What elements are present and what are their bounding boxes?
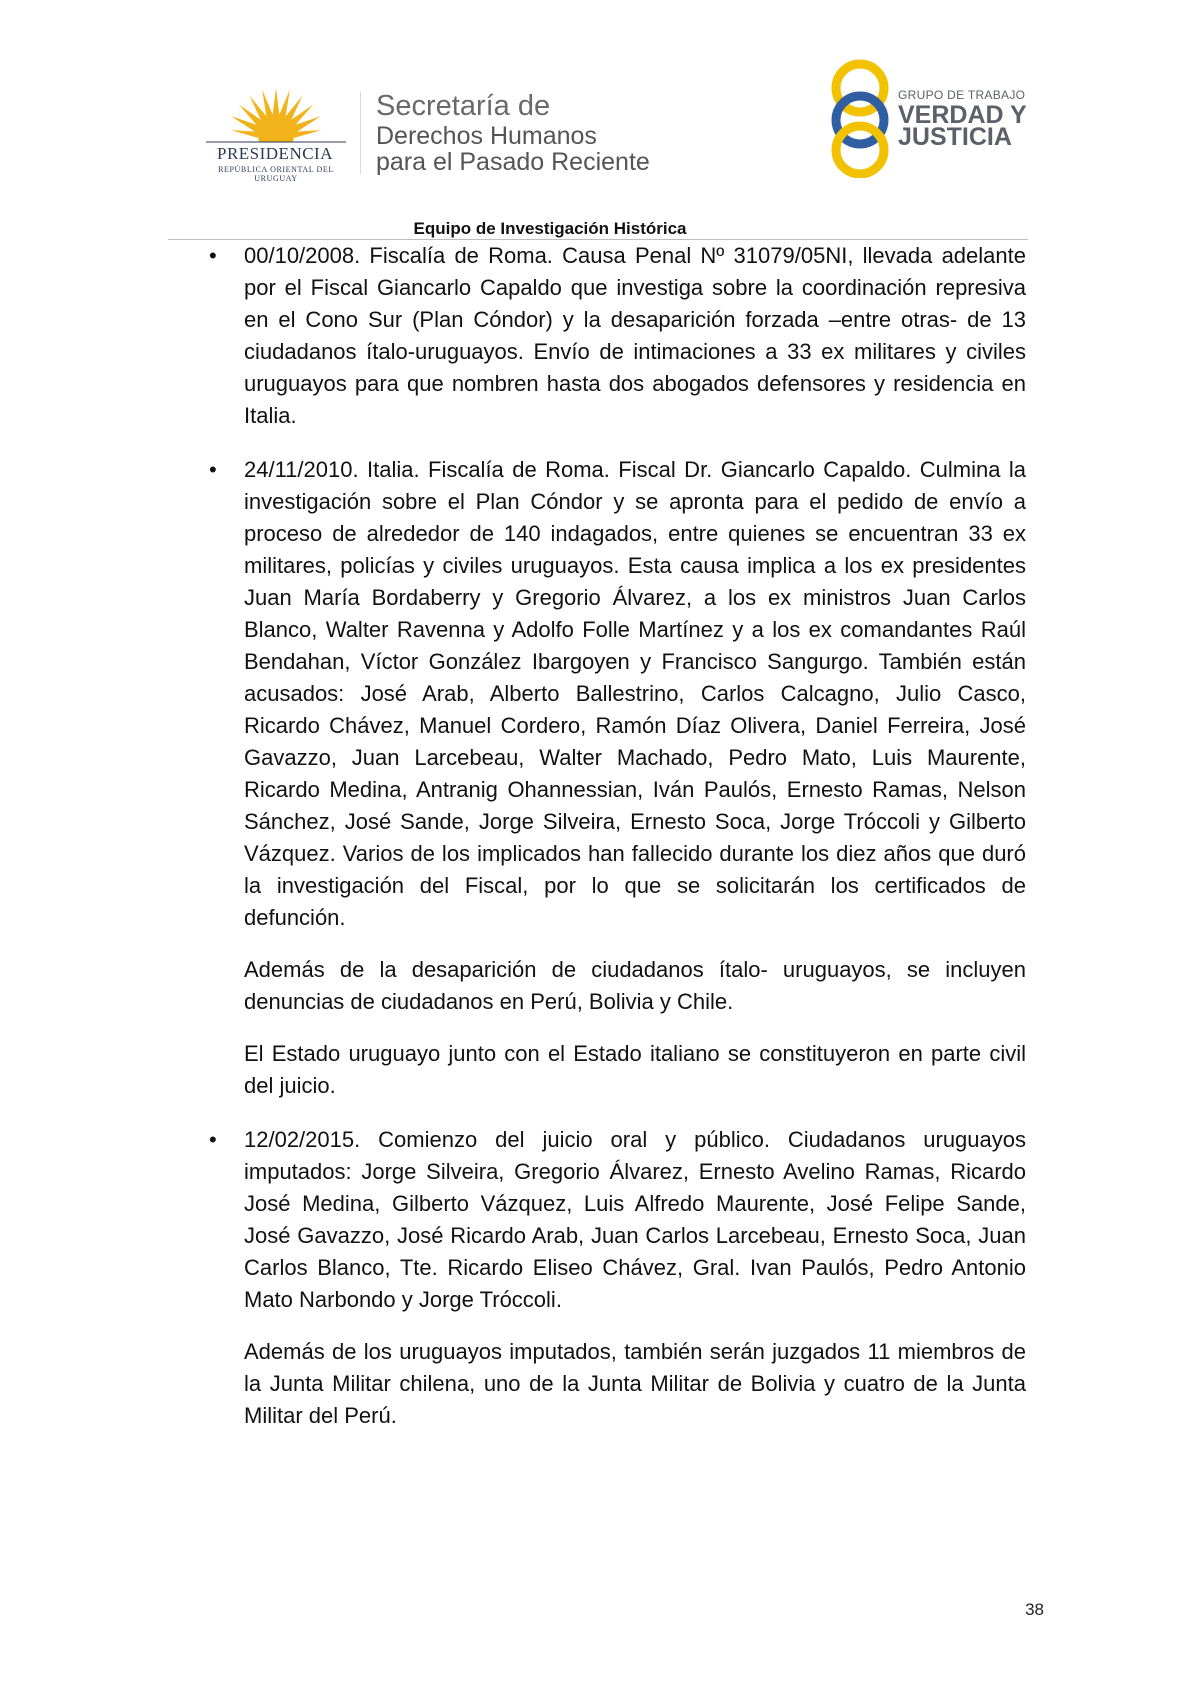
paragraph: Además de los uruguayos imputados, también serán juzgados 11 miembros de la Junta Militar chilena, uno de la Junta Militar de Bolivia y cuatro de la Junta Militar del Perú. (244, 1339, 1026, 1428)
list-item (209, 454, 1026, 934)
republica-text: REPÚBLICA ORIENTAL DEL URUGUAY (218, 165, 334, 183)
team-title: Equipo de Investigación Histórica (413, 219, 687, 238)
verdad-line: VERDAD Y (898, 101, 1027, 129)
paragraph: 12/02/2015. Comienzo del juicio oral y público. Ciudadanos uruguayos imputados: Jorge Silveira, Gregorio Álvarez, Ernesto Avelino Ramas, Ricardo José Medina, Gilberto Vázquez, Luis Alfredo Maurente, José Felipe Sande, José Gavazzo, José Ricardo Arab, Juan Carlos Larcebeau, Ernesto Soca, Juan Carlos Blanco, Tte. Ricardo Eliseo Chávez, Gral. Ivan Paulós, Pedro Antonio Mato Narbondo y Jorge Tróccoli. (244, 1127, 1026, 1312)
secretaria-line-3: para el Pasado Reciente (376, 148, 650, 176)
bullet-icon: • (209, 1127, 217, 1152)
list-item (209, 240, 1026, 432)
justicia-line: JUSTICIA (898, 123, 1012, 151)
document-body (209, 240, 1026, 1432)
secretaria-line-1: Secretaría de (376, 90, 551, 122)
list-item (209, 1124, 1026, 1316)
grupo-trabajo-line: GRUPO DE TRABAJO (898, 88, 1026, 102)
verdad-justicia-rings-logo (820, 58, 900, 178)
paragraph: 00/10/2008. Fiscalía de Roma. Causa Penal Nº 31079/05NI, llevada adelante por el Fiscal Giancarlo Capaldo que investiga sobre la coordinación represiva en el Cono Sur (Plan Cóndor) y la desaparición forzada –entre otras- de 13 ciudadanos ítalo-uruguayos. Envío de intimaciones a 33 ex militares y civiles uruguayos para que nombren hasta dos abogados defensores y residencia en Italia. (244, 243, 1026, 428)
header-divider (360, 92, 361, 174)
page-number: 38 (1025, 1600, 1044, 1619)
page-header (0, 0, 1190, 225)
presidencia-text: PRESIDENCIA (216, 144, 333, 163)
paragraph: 24/11/2010. Italia. Fiscalía de Roma. Fiscal Dr. Giancarlo Capaldo. Culmina la investigación sobre el Plan Cóndor y se apronta para el pedido de envío a proceso de alrededor de 140 indagados, entre quienes se encuentran 33 ex militares, policías y civiles uruguayos. Esta causa implica a los ex presidentes Juan María Bordaberry y Gregorio Álvarez, a los ex ministros Juan Carlos Blanco, Walter Ravenna y Adolfo Folle Martínez y a los ex comandantes Raúl Bendahan, Víctor González Ibargoyen y Francisco Sangurgo. También están acusados: José Arab, Alberto Ballestrino, Carlos Calcagno, Julio Casco, Ricardo Chávez, Manuel Cordero, Ramón Díaz Olivera, Daniel Ferreira, José Gavazzo, Juan Larcebeau, Walter Machado, Pedro Mato, Luis Maurente, Ricardo Medina, Antranig Ohannessian, Iván Paulós, Ernesto Ramas, Nelson Sánchez, José Sande, Jorge Silveira, Ernesto Soca, Jorge Tróccoli y Gilberto Vázquez. Varios de los implicados han fallecido durante los diez años que duró la investigación del Fiscal, por lo que se solicitarán los certificados de defunción. (244, 457, 1026, 930)
bullet-icon: • (209, 243, 217, 268)
paragraph: El Estado uruguayo junto con el Estado italiano se constituyeron en parte civil del juicio. (244, 1041, 1026, 1098)
paragraph: Además de la desaparición de ciudadanos ítalo- uruguayos, se incluyen denuncias de ciudadanos en Perú, Bolivia y Chile. (244, 957, 1026, 1014)
secretaria-line-2: Derechos Humanos (376, 122, 597, 150)
bullet-icon: • (209, 457, 217, 482)
